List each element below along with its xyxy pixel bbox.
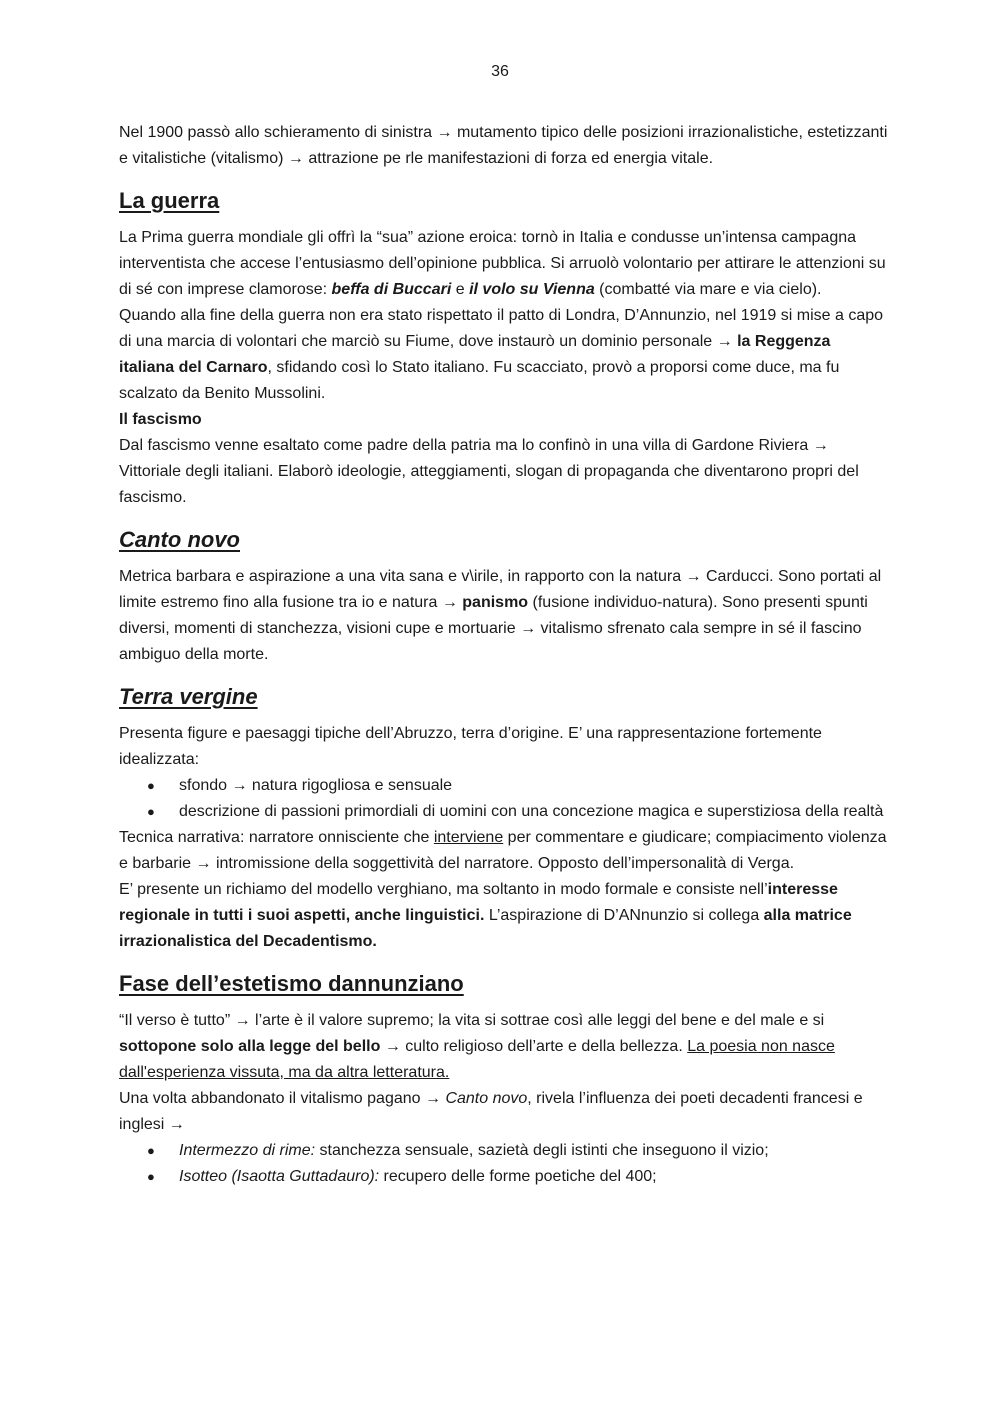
text-run: → culto religioso dell’arte e della bellezza. — [380, 1038, 688, 1055]
fascismo-paragraph: Dal fascismo venne esaltato come padre della patria ma lo confinò in una villa di Gardone Riviera → Vittoriale degli italiani. Elaborò ideologie, atteggiamenti, slogan di propaganda che diventarono propri del fascismo. — [119, 437, 859, 506]
text-run: La Prima guerra mondiale gli offrì la “sua” azione eroica: tornò in Italia e condusse un’intensa campagna interventista che accese l’entusiasmo dell’opinione pubblica. Si arruolò volontario per attirare le attenzioni su di sé con imprese clamorose: — [119, 229, 886, 298]
list-item-text: recupero delle forme poetiche del 400; — [379, 1168, 657, 1185]
emphasis-interesse: interesse regionale in tutti i suoi aspetti, anche linguistici. — [119, 881, 838, 924]
section-terra-vergine — [119, 681, 889, 955]
italic-canto-novo: Canto novo — [445, 1090, 528, 1107]
list-item-title: Isotteo (Isaotta Guttadauro): — [179, 1168, 380, 1185]
text-run: (fusione individuo-natura). Sono presenti spunti diversi, momenti di stanchezza, visioni cupe e mortuarie → vitalismo sfrenato cala sempre in sé il fascino ambiguo della morte. — [119, 594, 868, 663]
emphasis-matrice: alla matrice irrazionalistica del Decadentismo. — [119, 907, 852, 950]
text-run: Tecnica narrativa: narratore onnisciente che — [119, 829, 434, 846]
text-run: , sfidando così lo Stato italiano. Fu scacciato, provò a proporsi come duce, ma fu scalzato da Benito Mussolini. — [119, 359, 840, 402]
section-canto-novo — [119, 524, 889, 668]
heading-la-guerra: La guerra — [119, 188, 220, 213]
tecnica-paragraph — [119, 825, 889, 877]
text-run: Quando alla fine della guerra non era stato rispettato il patto di Londra, D’Annunzio, nel 1919 si mise a capo di una marcia di volontari che marciò su Fiume, dove instaurò un dominio personale → — [119, 307, 884, 350]
list-item: ● sfondo → natura rigogliosa e sensuale — [119, 773, 889, 799]
text-run: L’aspirazione di D’ANnunzio si collega — [484, 907, 764, 924]
emphasis-volo: il volo su Vienna — [469, 281, 595, 298]
canto-novo-paragraph — [119, 564, 889, 668]
terra-vergine-list — [119, 773, 889, 825]
page-number: 36 — [491, 63, 509, 80]
text-run: Metrica barbara e aspirazione a una vita sana e v\irile, in rapporto con la natura → Carducci. Sono portati al limite estremo fino alla fusione tra io e natura → — [119, 568, 882, 611]
guerra-paragraph-1 — [119, 225, 889, 303]
section-estetismo — [119, 968, 889, 1190]
heading-estetismo: Fase dell’estetismo dannunziano — [119, 971, 464, 996]
underlined-interviene: interviene — [433, 829, 504, 846]
emphasis-beffa: beffa di Buccari — [331, 281, 452, 298]
estetismo-paragraph-1 — [119, 1008, 889, 1086]
emphasis-reggenza: la Reggenza italiana del Carnaro — [119, 333, 831, 376]
estetismo-paragraph-2 — [119, 1086, 889, 1138]
subheading-fascismo: Il fascismo — [119, 411, 202, 428]
underlined-poesia: La poesia non nasce dall'esperienza vissuta, ma da altra letteratura. — [119, 1038, 835, 1081]
text-run: “Il verso è tutto” → l’arte è il valore supremo; la vita si sottrae così alle leggi del bene e del male e si — [119, 1012, 825, 1029]
estetismo-list — [119, 1138, 889, 1190]
terra-vergine-intro: Presenta figure e paesaggi tipiche dell’Abruzzo, terra d’origine. E’ una rappresentazione fortemente idealizzata: — [119, 725, 822, 768]
intro-paragraph: Nel 1900 passò allo schieramento di sinistra → mutamento tipico delle posizioni irrazionalistiche, estetizzanti e vitalistiche (vitalismo) → attrazione pe rle manifestazioni di forza ed energia vitale. — [119, 124, 888, 167]
emphasis-panismo: panismo — [462, 594, 529, 611]
text-run: e — [451, 281, 470, 298]
document-body — [119, 120, 889, 1190]
heading-canto-novo: Canto novo — [119, 527, 240, 552]
list-item-title: Intermezzo di rime: — [179, 1142, 316, 1159]
text-run: , rivela l’influenza dei poeti decadenti francesi e inglesi → — [119, 1090, 863, 1133]
heading-terra-vergine: Terra vergine — [119, 684, 258, 709]
list-item — [119, 1164, 889, 1190]
section-la-guerra — [119, 185, 889, 511]
richiamo-paragraph — [119, 877, 889, 955]
guerra-paragraph-2 — [119, 303, 889, 407]
text-run: per commentare e giudicare; compiacimento violenza e barbarie → intromissione della soggettività del narratore. Opposto dell’impersonalità di Verga. — [119, 829, 887, 872]
text-run: E’ presente un richiamo del modello verghiano, ma soltanto in modo formale e consiste nell’ — [119, 881, 768, 898]
list-item — [119, 1138, 889, 1164]
list-item: ● descrizione di passioni primordiali di uomini con una concezione magica e superstiziosa della realtà — [119, 799, 889, 825]
emphasis-legge-bello: sottopone solo alla legge del bello — [119, 1038, 381, 1055]
list-item-text: stanchezza sensuale, sazietà degli istinti che inseguono il vizio; — [315, 1142, 769, 1159]
text-run: Una volta abbandonato il vitalismo pagano → — [119, 1090, 446, 1107]
text-run: (combatté via mare e via cielo). — [594, 281, 822, 298]
